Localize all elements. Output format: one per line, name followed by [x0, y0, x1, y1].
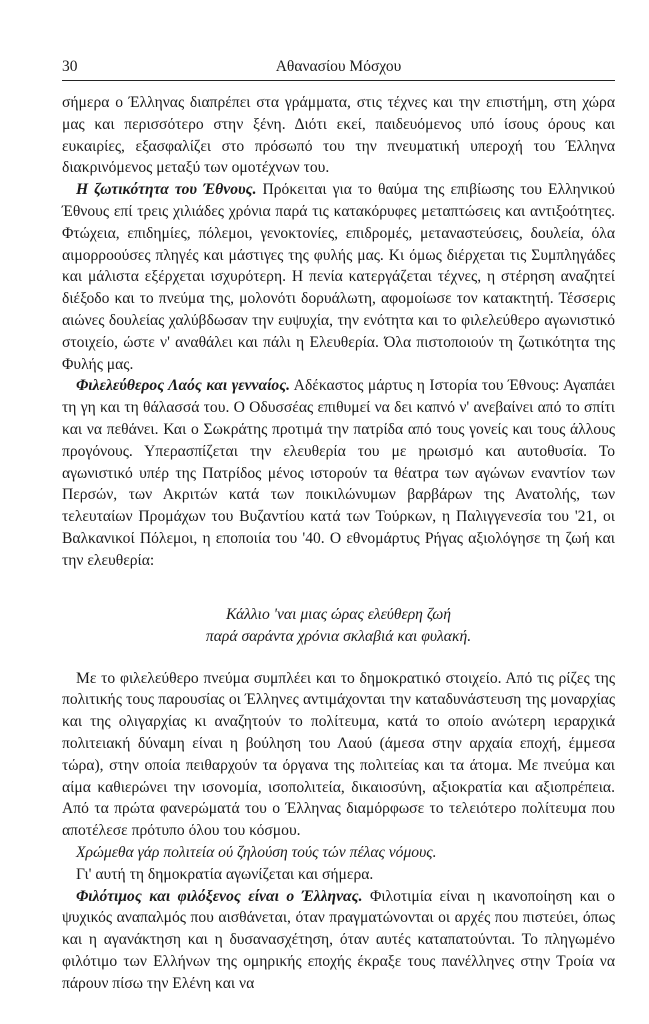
- section-heading-freedom: Φιλελεύθερος Λαός και γενναίος.: [76, 377, 291, 395]
- paragraph-freedom-text: Αδέκαστος μάρτυς η Ιστορία του Έθνους: Αγαπάει τη γη και τη θάλασσά του. Ο Οδυσσέας επιθυμεί να δει καπνό ν' ανεβαίνει από το σπίτι και να πεθάνει. Και ο Σωκράτης προτιμά την πατρίδα από τους γονείς και τους άλλους προγόνους. Υπερασπίζεται την ελευθερία του με ηρωισμό και αυτοθυσία. Το αγωνιστικό υπέρ της Πατρίδος μένος ιστορούν τα θέατρα των αγώνων εναντίον των Περσών, των Ακριτών κατά των ποικιλώνυμων βαρβάρων της Ανατολής, των τελευταίων Προμάχων του Βυζαντίου κατά των Τούρκων, η Παλιγγενεσία του '21, οι Βαλκανικοί Πόλεμοι, η εποποιία του '40. Ο εθνομάρτυς Ρήγας αξιολόγησε τη ζωή και την ελευθερία:: [62, 377, 615, 569]
- paragraph-freedom: [62, 375, 615, 571]
- poem-line: παρά σαράντα χρόνια σκλαβιά και φυλακή.: [205, 627, 472, 645]
- running-title: Αθανασίου Μόσχου: [275, 58, 402, 75]
- page-number: 30: [62, 58, 78, 75]
- body-text: [62, 92, 615, 994]
- section-heading-philotimo: Φιλότιμος και φιλόξενος είναι ο Έλληνας.: [76, 887, 363, 905]
- poem-quote: [62, 604, 615, 648]
- paragraph-vitality-text: Πρόκειται για το θαύμα της επιβίωσης του Ελληνικού Έθνους επί τρεις χιλιάδες χρόνια παρά τις κατακόρυφες μεταπτώσεις και αντιξοότητες. Φτώχεια, επιδημίες, πόλεμοι, γενοκτονίες, επιδρομές, μεταναστεύσεις, δουλεία, όλα αιμορροούσες πληγές και μάστιγες της φυλής μας. Κι όμως διέρχεται τις Συμπληγάδες και μάλιστα εξέρχεται ισχυρότερη. Η πενία κατεργάζεται τέχνες, η στέρηση αναζητεί διέξοδο και το πνεύμα της, μολονότι δορυάλωτη, αφομοίωσε τον κατακτητή. Τέσσερις αιώνες δουλείας χαλύβδωσαν την ευψυχία, την ενότητα και το φιλελεύθερο αγωνιστικό στοιχείο, ώστε ν' αναθάλει και πάλι η Ελευθερία. Όλα πιστοποιούν τη ζωτικότητα της Φυλής μας.: [62, 181, 615, 373]
- paragraph-philotimo: [62, 886, 615, 995]
- ancient-quote: Χρώμεθα γάρ πολιτεία ού ζηλούση τούς τών πέλας νόμους.: [76, 843, 437, 861]
- paragraph-today: Γι' αυτή τη δημοκρατία αγωνίζεται και σήμερα.: [76, 865, 374, 883]
- paragraph-democracy: Με το φιλελεύθερο πνεύμα συμπλέει και το δημοκρατικό στοιχείο. Από τις ρίζες της πολιτικής τους παρουσίας οι Έλληνες αντιμάχονται την καταδυνάστευση της μοναρχίας και της ολιγαρχίας κι αναζητούν το πολίτευμα, κατά το οποίο ανώτερη ιεραρχικά πολιτειακή δύναμη είναι η βούληση του Λαού (άμεσα στην αρχαία εποχή, έμμεσα τώρα), στην οποία πειθαρχούν τα όργανα της πολιτείας και τα άτομα. Με πνεύμα και αίμα καθιερώνει την ισονομία, ισοπολιτεία, δικαιοσύνη, αξιοκρατία και αξιοπρέπεια. Από τα πρώτα φανερώματά του ο Έλληνας διαμόρφωσε το τελειότερο πολίτευμα που αποτέλεσε πρότυπο όλου του κόσμου.: [62, 669, 615, 840]
- paragraph-intro: σήμερα ο Έλληνας διαπρέπει στα γράμματα, στις τέχνες και την επιστήμη, στη χώρα μας και περισσότερο στην ξένη. Διότι εκεί, παιδευόμενος υπό ίσους όρους και ευκαιρίες, εξασφαλίζει στο πρόσωπό του την πνευματική υπεροχή του Έλληνα διακρινόμενος μεταξύ των ομοτέχνων του.: [62, 94, 615, 177]
- page-header: [62, 58, 615, 81]
- paragraph-vitality: [62, 179, 615, 375]
- paragraph-philotimo-text: Φιλοτιμία είναι η ικανοποίηση και ο ψυχικός αναπαλμός που αισθάνεται, όταν πραγματώνονται οι αρχές που πιστεύει, όπως και η αγανάκτηση και η δυσανασχέτηση, όταν αυτές καταπατούνται. Το πληγωμένο φιλότιμο των Ελλήνων της ομηρικής εποχής έκραξε τους πανέλληνες στην Τροία να πάρουν πίσω την Ελένη και να: [62, 887, 615, 992]
- poem-line: Κάλλιο 'ναι μιας ώρας ελεύθερη ζωή: [226, 605, 451, 623]
- section-heading-vitality: Η ζωτικότητα του Έθνους.: [76, 181, 257, 199]
